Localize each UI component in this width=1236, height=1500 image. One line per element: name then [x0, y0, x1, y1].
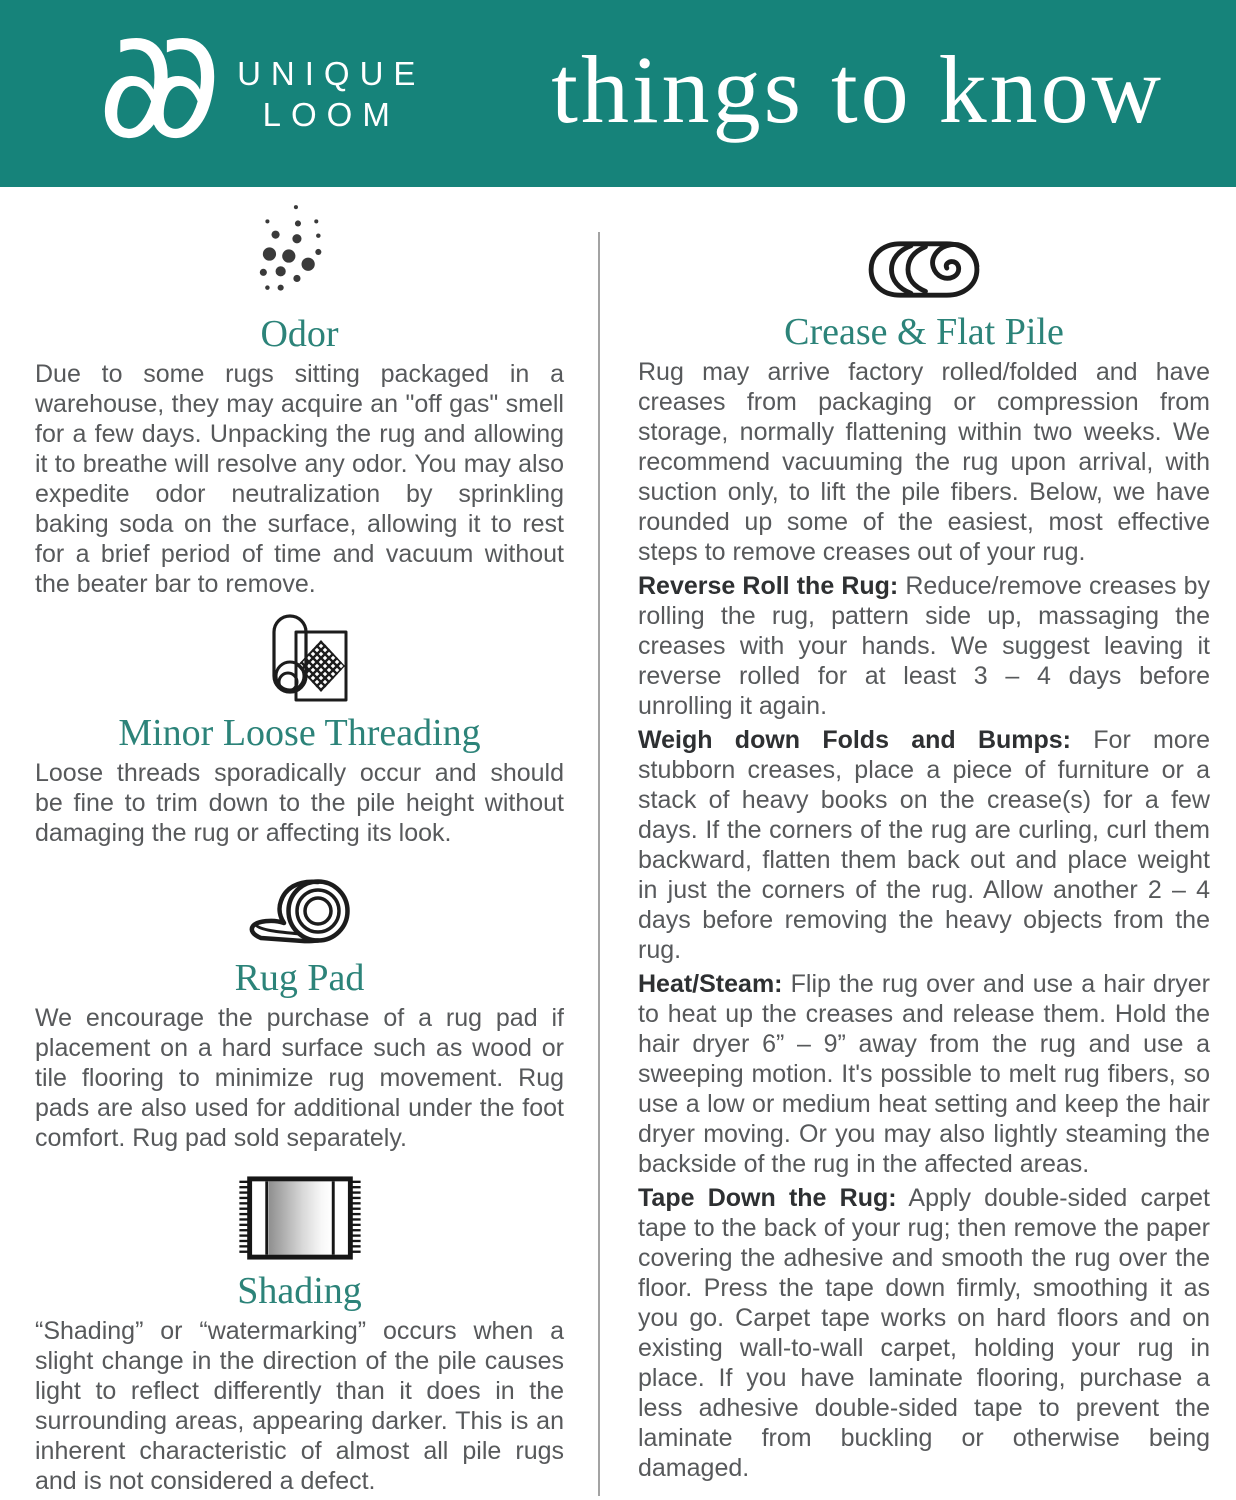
tip-tape-down-label: Tape Down the Rug: [638, 1184, 897, 1212]
right-column [600, 187, 1236, 1496]
unrolled-rug-icon [35, 612, 564, 704]
section-body-odor: Due to some rugs sitting packaged in a warehouse, they may acquire an "off gas" smell for a few days. Unpacking the rug and allowing it to breathe will resolve any odor. You may also expedite odor neutralization by sprinkling baking soda on the surface, allowing it to rest for a brief period of time and vacuum without the beater bar to remove. [35, 360, 564, 598]
unique-loom-logo-icon: ∂∂ [98, 0, 192, 171]
sprinkle-dots-icon [35, 201, 564, 305]
rug-pad-roll-icon [35, 873, 564, 949]
section-body-rug-pad: We encourage the purchase of a rug pad if placement on a hard surface such as wood or tile flooring to minimize rug movement. Rug pads are also used for additional under the foot comfort. Rug pad sold separately. [35, 1004, 564, 1152]
tip-reverse-roll-text: Reduce/remove creases by rolling the rug, pattern side up, massaging the creases with your hands. We suggest leaving it reverse rolled for at least 3 – 4 days before unrolling it again. [638, 572, 1211, 720]
section-heading-crease-flat-pile: Crease & Flat Pile [784, 311, 1064, 353]
tip-heat-steam [638, 969, 1210, 1179]
section-body-shading: “Shading” or “watermarking” occurs when a slight change in the direction of the pile causes light to reflect differently than it does in the surrounding areas, appearing darker. This is an inherent characteristic of almost all pile rugs and is not considered a defect. [35, 1317, 564, 1495]
header-banner [0, 0, 1236, 187]
tip-tape-down-text: Apply double-sided carpet tape to the back of your rug; then remove the paper covering the adhesive and smooth the rug over the floor. Press the tape down firmly, smoothing it as you go. Carpet tape works on hard floors and on existing wall-to-wall carpet, holding your rug in place. If you have laminate flooring, purchase a less adhesive double-sided tape to prevent the laminate from buckling or otherwise being damaged. [638, 1184, 1210, 1482]
section-body-minor-loose-threading: Loose threads sporadically occur and should be fine to trim down to the pile height without damaging the rug or affecting its look. [35, 759, 564, 847]
section-heading-rug-pad: Rug Pad [234, 957, 365, 999]
section-heading-minor-loose-threading: Minor Loose Threading [118, 712, 481, 754]
tip-heat-steam-label: Heat/Steam: [638, 970, 783, 998]
tip-tape-down [638, 1183, 1210, 1483]
section-body-crease-flat-pile: Rug may arrive factory rolled/folded and have creases from packaging or compression from storage, normally flattening within two weeks. We recommend vacuuming the rug upon arrival, with suction only, to lift the pile fibers. Below, we have rounded up some of the easiest, most effective steps to remove creases out of your rug. [638, 358, 1210, 566]
tip-heat-steam-text: Flip the rug over and use a hair dryer to heat up the creases and release them. Hold the hair dryer 6” – 9” away from the rug and use a sweeping motion. It's possible to melt rug fibers, so use a low or medium heat setting and keep the hair dryer moving. Or you may also lightly steaming the backside of the rug in the affected areas. [638, 970, 1210, 1178]
section-heading-shading: Shading [237, 1270, 362, 1312]
tip-reverse-roll-label: Reverse Roll the Rug: [638, 572, 899, 600]
brand-line-unique: UNIQUE [237, 54, 426, 92]
tip-weigh-down-text: For more stubborn creases, place a piece of furniture or a stack of heavy books on the crease(s) for a few days. If the corners of the rug are curling, curl them backward, flatten them back out and place weight in just the corners of the rug. Allow another 2 – 4 days before removing the heavy objects from the rug. [638, 726, 1211, 964]
shaded-rug-icon [35, 1174, 564, 1262]
content-area [0, 187, 1236, 1496]
tip-weigh-down [638, 725, 1210, 965]
tip-reverse-roll [638, 571, 1210, 721]
rolled-rug-icon [638, 237, 1210, 303]
brand-wordmark [237, 53, 425, 135]
tip-weigh-down-label: Weigh down Folds and Bumps: [638, 726, 1072, 754]
left-column [0, 187, 598, 1496]
page-title: things to know [551, 36, 1164, 143]
brand-line-loom: LOOM [262, 95, 400, 133]
section-heading-odor: Odor [260, 313, 339, 355]
